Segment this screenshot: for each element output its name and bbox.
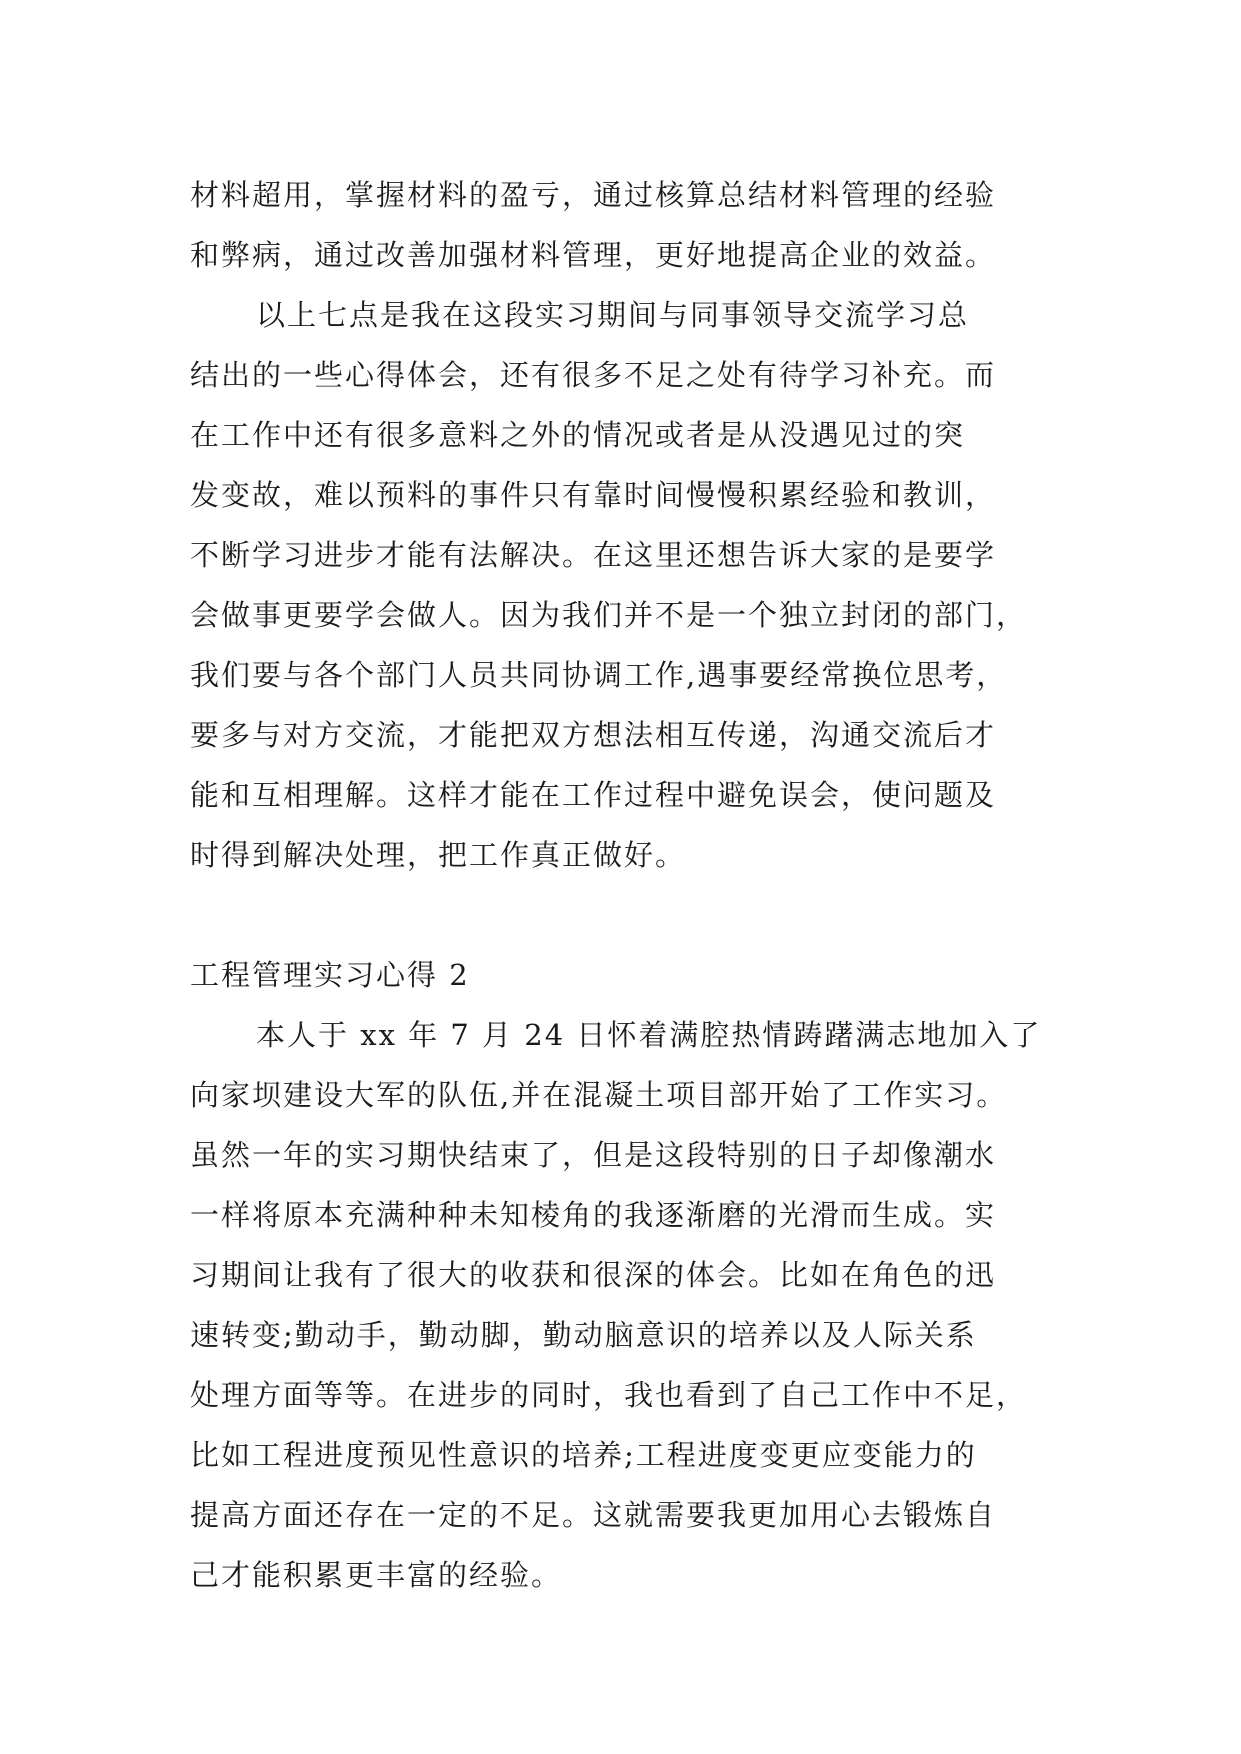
paragraph-line: 比如工程进度预见性意识的培养;工程进度变更应变能力的	[190, 1438, 977, 1472]
paragraph-line: 能和互相理解。这样才能在工作过程中避免误会，使问题及	[190, 778, 997, 812]
paragraph-line: 己才能积累更丰富的经验。	[190, 1558, 563, 1592]
paragraph-line: 我们要与各个部门人员共同协调工作,遇事要经常换位思考，	[190, 658, 1008, 692]
paragraph-line: 结出的一些心得体会，还有很多不足之处有待学习补充。而	[190, 358, 997, 392]
section-heading: 工程管理实习心得 2	[190, 958, 470, 992]
paragraph-line: 向家坝建设大军的队伍,并在混凝土项目部开始了工作实习。	[190, 1078, 1008, 1112]
paragraph-line: 虽然一年的实习期快结束了，但是这段特别的日子却像潮水	[190, 1138, 997, 1172]
paragraph-line: 习期间让我有了很大的收获和很深的体会。比如在角色的迅	[190, 1258, 997, 1292]
section-spacer	[190, 885, 1060, 945]
paragraph-line: 处理方面等等。在进步的同时，我也看到了自己工作中不足，	[190, 1378, 1028, 1412]
paragraph-line: 一样将原本充满种种未知棱角的我逐渐磨的光滑而生成。实	[190, 1198, 997, 1232]
paragraph-line: 会做事更要学会做人。因为我们并不是一个独立封闭的部门，	[190, 598, 1028, 632]
paragraph-line: 和弊病，通过改善加强材料管理，更好地提高企业的效益。	[190, 238, 997, 272]
paragraph-line: 本人于 xx 年 7 月 24 日怀着满腔热情踌躇满志地加入了	[256, 1018, 1042, 1052]
paragraph-line: 要多与对方交流，才能把双方想法相互传递，沟通交流后才	[190, 718, 997, 752]
paragraph-line: 材料超用，掌握材料的盈亏，通过核算总结材料管理的经验	[190, 178, 997, 212]
paragraph-line: 发变故，难以预料的事件只有靠时间慢慢积累经验和教训，	[190, 478, 997, 512]
paragraph-line: 在工作中还有很多意料之外的情况或者是从没遇见过的突	[190, 418, 966, 452]
paragraph-line: 提高方面还存在一定的不足。这就需要我更加用心去锻炼自	[190, 1498, 997, 1532]
paragraph-line: 不断学习进步才能有法解决。在这里还想告诉大家的是要学	[190, 538, 997, 572]
document-body	[190, 165, 1060, 1605]
paragraph-line: 速转变;勤动手，勤动脚，勤动脑意识的培养以及人际关系	[190, 1318, 977, 1352]
paragraph-line: 时得到解决处理，把工作真正做好。	[190, 838, 687, 872]
paragraph-line: 以上七点是我在这段实习期间与同事领导交流学习总	[256, 298, 970, 332]
